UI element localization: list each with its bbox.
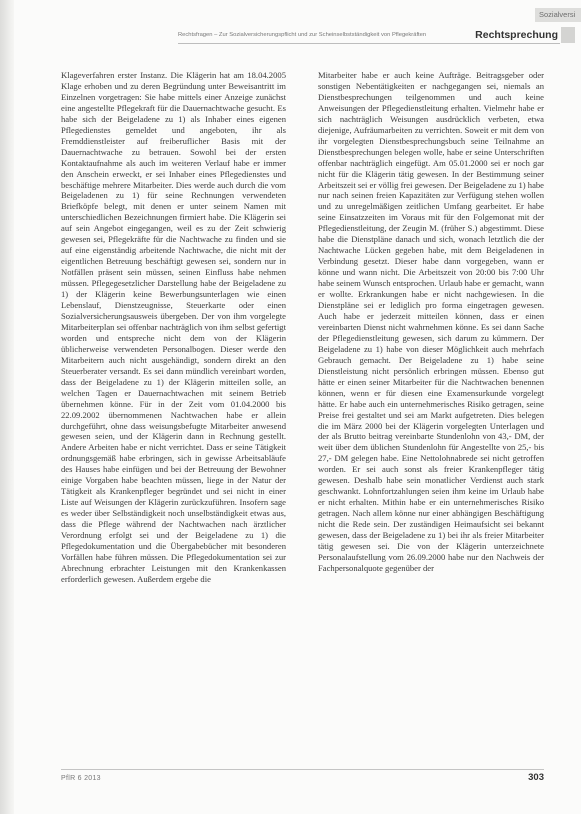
paragraph-left: Klageverfahren erster Instanz. Die Klägerin hat am 18.04.2005 Klage erhoben und zu deren Begründung unter Beweisantritt im Einzelnen vorgetragen: Sie habe mittels einer Anzeige zunächst eine angestellte Pflegekraft für die Dauernachtwache gesucht. Es habe sich der Beigeladene zu 1) als Inhaber eines eigenen Pflegedienstes gemeldet und angeboten, ihr als Fremddienstleister auf freiberuflicher Basis mit der Dauernachtwache zu betrauen. Sowohl bei der ersten Kontaktaufnahme als auch im weiteren Verlauf habe er immer den Anschein erweckt, er sei Inhaber eines Pflegedienstes und beschäftige mehrere Mitarbeiter. Dies werde auch durch die vom Beigeladenen zu 1) für seine Rechnungen verwendeten Briefköpfe belegt, mit denen er unter seinem Namen mit unterschiedlichen Bezeichnungen firmiert habe. Die Klägerin sei auf sein Angebot eingegangen, weil es zu der Zeit schwierig gewesen sei, Pflegekräfte für die Nachtwache zu finden und sie auf eine eigenständig arbeitende Nachtwache, die nicht mit der eigentlichen Betreuung beschäftigt gewesen sei, sondern nur in Notfällen präsent sein müssen, seinen Einfluss habe nehmen müssen. Pflegegesetzlicher Darstellung habe der Beigeladene zu 1) der Klägerin keine Bewerbungsunterlagen wie einen Lebenslauf, Dienstzeugnisse, Steuerkarte oder einen Sozialversicherungsausweis übergeben. Der von ihm vorgelegte Mitarbeiterplan sei offenbar nachträglich von ihm selbst gefertigt worden und entspreche nicht dem von der Klägerin üblicherweise verwendeten Personalbogen. Dieser werde den Mitarbeitern auch nicht ausgehändigt, sondern direkt an den Steuerberater versandt. Es sei dann mündlich vereinbart worden, dass der Beigeladene zu 1) der Klägerin mitteilen solle, an welchen Tagen er Dauernachtwachen mit seinem Betrieb übernehmen könne. Für in der Zeit vom 01.04.2000 bis 22.09.2002 übernommenen Nachtwachen habe er allein durchgeführt, ohne dass weisungsbefugte Mitarbeiter anwesend gewesen seien, und der Klägerin dann in Rechnung gestellt. Andere Arbeiten habe er nicht verrichtet. Dass er seine Tätigkeit ordnungsgemäß habe erbringen, sich in gewisse Arbeitsabläufe des Hauses habe einfügen und bei der Betreuung der Bewohner einige Vorgaben habe beachten müssen, liege in der Natur der Tätigkeit als Krankenpfleger begründet und sei nicht in einer Liste auf Weisungen der Klägerin zurückzuführen. Insofern sage es weder über Selbständigkeit noch unselbständigkeit etwas aus, dass die Pflege während der Nachtwachen nach ärztlicher Verordnung erfolgt sei und der Beigeladene zu 1) die Pflegedokumentation und die Übergabebücher mit besonderen Vorfällen habe führen müssen. Die Pflegedokumentation sei zur Abrechnung erbrachter Leistungen mit den Krankenkassen erforderlich gewesen. Außerdem ergebe die (61, 70, 286, 584)
footer-journal: PflR 6 2013 (61, 775, 101, 782)
paragraph-right: Mitarbeiter habe er auch keine Aufträge. Beitragsgeber oder sonstigen Nebentätigkeiten er nachgegangen sei, niemals an Dienstbesprechungen teilgenommen und auch keine Anweisungen der Pflegedienstleitung erhalten. Vielmehr habe er sich nachträglich Weisungen ausdrücklich verbeten, etwa diejenige, Aufräumarbeiten zu verrichten. Soweit er mit dem von ihr vorgelegten Dienstbesprechungsbuch seine Teilnahme an Dienstbesprechungen belegen wolle, habe er seine Unterschriften offenbar nachträglich eingefügt. Am 05.01.2000 sei er noch gar nicht für die Klägerin tätig gewesen. In der Bestimmung seiner Arbeitszeit sei er völlig frei gewesen. Der Beigeladene zu 1) habe nur nach seinen freien Kapazitäten zur Verfügung stehen wollen und zu unregelmäßigen zeitlichen Umfang gearbeitet. Er habe seine Einsatzzeiten im Voraus mit für den Folgemonat mit der Pflegedienstleitung, der Zeugin M. (früher S.) abgestimmt. Diese habe die Dienstpläne danach und sich, wonach letztlich die der Nachtwache Lücken gegeben habe, mit dem Beigeladenen in Verbindung gesetzt. Dieser habe dann vorgegeben, wann er könne und wann nicht. Die Arbeitszeit von 20:00 bis 7:00 Uhr habe seinem Wunsch entsprochen. Urlaub habe er gemacht, wann er wollte. Erkrankungen habe er nicht nachgewiesen. In die Dienstpläne sei er lediglich pro forma eingetragen gewesen. Auch habe er jederzeit mitteilen können, dass er einen vereinbarten Dienst nicht wahrnehmen könne. Es sei dann Sache der Pflegedienstleitung gewesen, sich darum zu kümmern. Der Beigeladene zu 1) habe von dieser Möglichkeit auch mehrfach Gebrauch gemacht. Der Beigeladene zu 1) habe seine Dienstleistung nicht persönlich erbringen müssen. Ebenso gut hätte er einen seiner Mitarbeiter für die Nachtwachen benennen können, wenn er für diesen eine Examensurkunde vorgelegt hätte. Er habe auch ein unternehmerisches Risiko getragen, seine Preise frei gestaltet und sei am Markt aufgetreten. Dies belegen die im März 2000 bei der Klägerin vorgelegten Unterlagen und der als Brutto beitrag vereinbarte Stundenlohn von 43,- DM, der weit über dem üblichen Stundenlohn für Angestellte von 25,- bis 27,- DM gelegen habe. Eine Nettolohnabrede sei nicht getroffen worden. Er sei auch sonst als freier Krankenpfleger tätig gewesen. Deshalb habe sein monatlicher Verdienst auch stark geschwankt. Lohnfortzahlungen seien ihm keine im Urlaub habe er nicht erhalten. Mithin habe er ein unternehmerisches Risiko getragen. Nach allem könne nur einer abhängigen Beschäftigung nicht die Rede sein. Der zuständigen Heimaufsicht sei bekannt gewesen, dass der Beigeladene zu 1) bei ihr als freier Mitarbeiter tätig gewesen sei. Die von der Klägerin unterzeichnete Personalaufstellung vom 26.09.2000 habe nur den Nachweis der Fachpersonalquote gegenüber der (318, 70, 544, 573)
section-tab: Sozialversi (535, 8, 581, 22)
footer-rule (61, 769, 544, 770)
scan-edge-shadow (0, 0, 14, 814)
running-header (178, 27, 558, 43)
running-header-section: Rechtsprechung (475, 29, 558, 41)
page-number: 303 (528, 772, 544, 783)
running-header-subtitle: Rechtsfragen – Zur Sozialversicherungspflicht und zur Scheinselbstständigkeit von Pflegekräften (178, 32, 427, 38)
header-rule (178, 43, 560, 44)
header-corner-marker (561, 27, 575, 43)
text-column-right (318, 70, 544, 760)
text-column-left (61, 70, 286, 760)
